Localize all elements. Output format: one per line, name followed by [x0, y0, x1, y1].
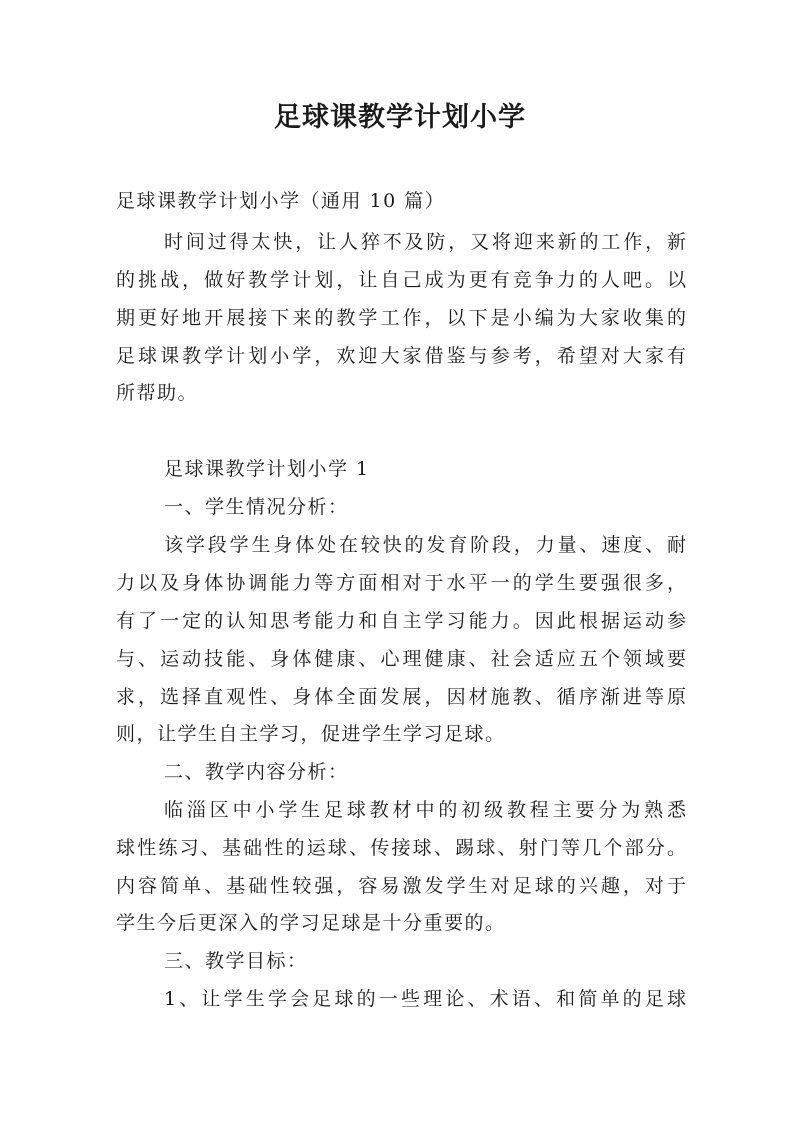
paragraph-line: 球性练习、基础性的运球、传接球、踢球、射门等几个部分。 [116, 837, 686, 859]
intro-line: 期更好地开展接下来的教学工作，以下是小编为大家收集的 [116, 307, 686, 329]
intro-line: 所帮助。 [116, 382, 199, 404]
intro-line: 足球课教学计划小学，欢迎大家借鉴与参考，希望对大家有 [116, 345, 686, 367]
section-heading: 足球课教学计划小学 1 [164, 458, 370, 480]
paragraph-line: 内容简单、基础性较强，容易激发学生对足球的兴趣，对于 [116, 875, 686, 897]
document-title: 足球课教学计划小学 [274, 102, 526, 133]
paragraph-line: 有了一定的认知思考能力和自主学习能力。因此根据运动参 [116, 610, 686, 632]
paragraph-line: 1、让学生学会足球的一些理论、术语、和简单的足球 [164, 988, 686, 1010]
part-heading: 一、学生情况分析： [164, 496, 349, 518]
paragraph-line: 学生今后更深入的学习足球是十分重要的。 [116, 912, 506, 934]
part-heading: 三、教学目标： [164, 950, 308, 972]
intro-line: 时间过得太快，让人猝不及防，又将迎来新的工作，新 [164, 231, 686, 253]
document-subtitle: 足球课教学计划小学（通用 10 篇） [116, 190, 446, 212]
paragraph-line: 求，选择直观性、身体全面发展，因材施教、循序渐进等原 [116, 686, 686, 708]
paragraph-line: 该学段学生身体处在较快的发育阶段，力量、速度、耐 [164, 534, 686, 556]
intro-line: 的挑战，做好教学计划，让自己成为更有竞争力的人吧。以 [116, 269, 686, 291]
paragraph-line: 临淄区中小学生足球教材中的初级教程主要分为熟悉 [164, 799, 686, 821]
paragraph-line: 力以及身体协调能力等方面相对于水平一的学生要强很多， [116, 572, 686, 594]
part-heading: 二、教学内容分析： [164, 761, 349, 783]
paragraph-line: 与、运动技能、身体健康、心理健康、社会适应五个领域要 [116, 648, 686, 670]
paragraph-line: 则，让学生自主学习，促进学生学习足球。 [116, 723, 506, 745]
